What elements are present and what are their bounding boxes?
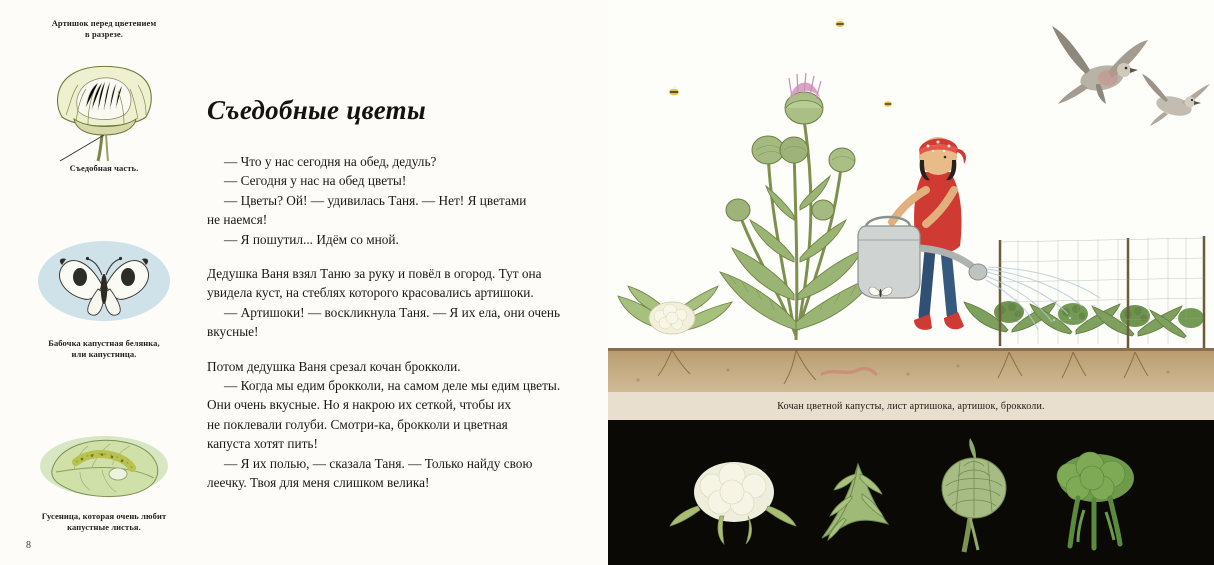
article-text-column <box>207 95 567 508</box>
page-title: Съедобные цветы <box>207 95 426 125</box>
butterfly-art <box>18 233 190 338</box>
paragraph-broccoli: Потом дедушка Ваня срезал кочан брокколи. — Когда мы едим брокколи, на самом деле мы едим цветы. Они очень вкусные. Но я накрою их сеткой, чтобы их не поклевали голуби. Смотри-ка, брокколи и цветная капуста хотят пить! — Я их полью, — сказала Таня. — Только найду свою леечку. Твоя для меня слишком велика! <box>207 358 561 491</box>
figure-artichoke-cross-section <box>18 18 190 174</box>
broccoli-row <box>964 236 1204 348</box>
artichoke-plant <box>720 73 876 340</box>
paragraph-dialogue-1: — Что у нас сегодня на обед, дедуль? — Сегодня у нас на обед цветы! — Цветы? Ой! — удивилась Таня. — Нет! Я цветами не наемся! — Я пошутил... Идём со мной. <box>207 154 527 247</box>
figure-cabbage-white-butterfly <box>18 233 190 359</box>
specimen-artichoke <box>942 438 1006 552</box>
earthworm <box>822 368 876 374</box>
figure-3-caption: Гусеница, которая очень любит капустные листья. <box>41 511 167 532</box>
page-number: 8 <box>26 540 31 551</box>
pigeon-flying <box>1052 26 1148 104</box>
artichoke-cross-section-art <box>18 43 190 163</box>
specimen-artichoke-leaf <box>822 464 888 540</box>
bees <box>669 18 892 107</box>
right-illustration-page <box>608 0 1214 565</box>
illustration-caption-band <box>608 392 1214 420</box>
cauliflower-plant <box>618 286 732 334</box>
figure-1-caption-top: Артишок перед цветением в разрезе. <box>51 18 157 39</box>
garden-scene <box>608 0 1214 360</box>
soil-roots <box>608 344 1214 396</box>
dove-flying <box>1142 74 1210 126</box>
specimen-broccoli <box>1057 452 1134 548</box>
specimen-row <box>608 420 1214 565</box>
margin-illustration-column <box>18 18 190 538</box>
figure-2-caption: Бабочка капустная белянка, или капустница. <box>48 338 160 359</box>
specimen-cauliflower <box>670 462 796 544</box>
paragraph-garden: Дедушка Ваня взял Таню за руку и повёл в огород. Тут она увидела куст, на стеблях которого красовались артишоки. — Артишоки! — воскликнула Таня. — Я их ела, они очень вкусные! <box>207 266 561 340</box>
figure-caterpillar-on-leaf <box>18 426 190 532</box>
figure-1-caption-bottom: Съедобная часть. <box>69 163 139 174</box>
caterpillar-art <box>18 426 190 511</box>
illustration-caption: Кочан цветной капусты, лист артишока, артишок, брокколи. <box>777 400 1045 412</box>
